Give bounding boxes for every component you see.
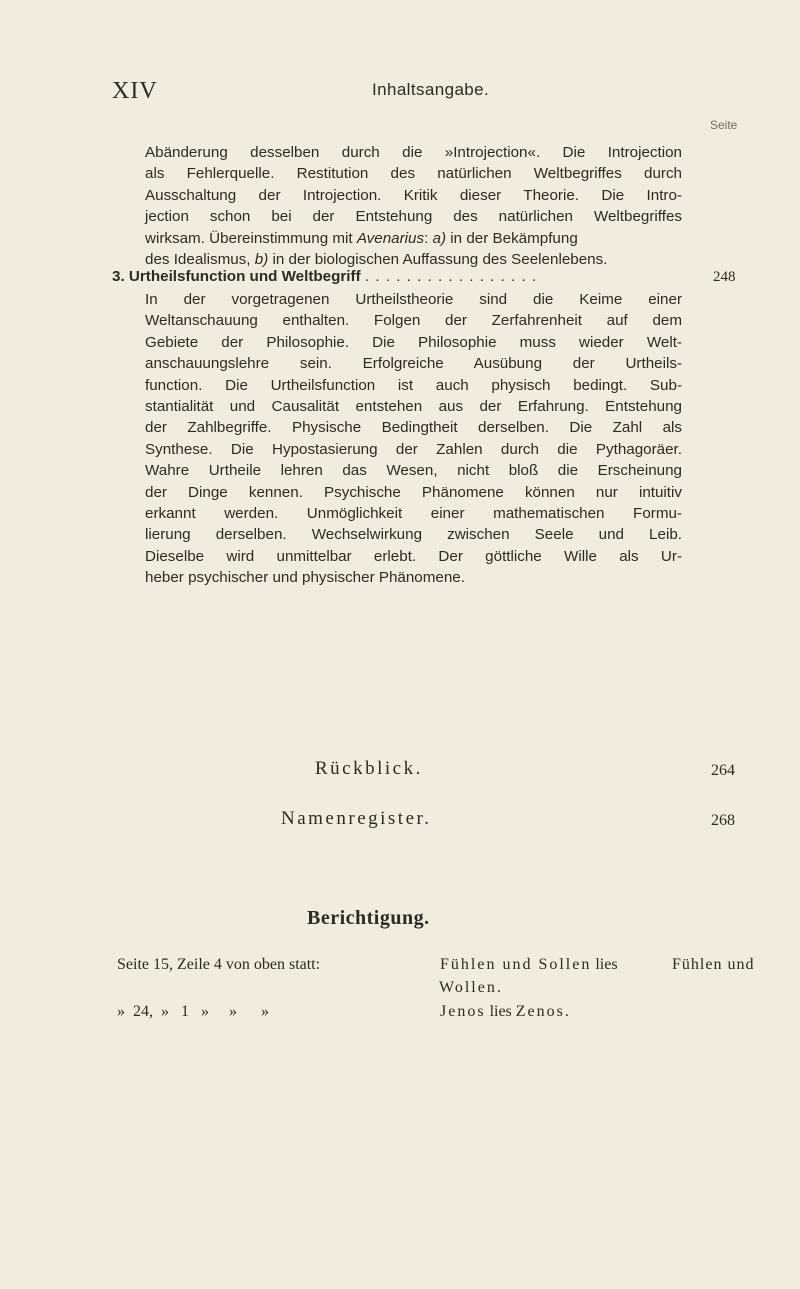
text-line: function. Die Urtheilsfunction ist auch physisch bedingt. Sub- — [145, 376, 682, 394]
text-line: Weltanschauung enthalten. Folgen der Zerfahrenheit auf dem — [145, 312, 682, 330]
text-line: stantialität und Causalität entstehen aus der Erfahrung. Entstehung — [145, 398, 682, 416]
section-number: 3. — [112, 268, 125, 285]
errata-lies: lies — [591, 956, 618, 973]
errata-entry-2-correction — [440, 1003, 571, 1021]
text-line: wirksam. Übereinstimmung mit Avenarius: a) in der Bekämpfung — [145, 229, 578, 247]
text-line: lierung derselben. Wechselwirkung zwischen Seele und Leib. — [145, 526, 682, 544]
errata-entry-2-reference: » 24, » 1 » » » — [117, 1003, 277, 1020]
author-name: Avenarius — [356, 229, 425, 247]
errata-right-text-continued: Wollen. — [439, 979, 503, 996]
namenregister-heading: Namenregister. — [281, 808, 432, 829]
paragraph-urtheilsfunction — [145, 289, 682, 589]
namenregister-page-number: 268 — [711, 812, 735, 829]
text-line: heber psychischer und physischer Phänomene. — [145, 569, 465, 587]
text-line: anschauungslehre sein. Erfolgreiche Ausübung der Urtheils- — [145, 355, 682, 373]
text-line: In der vorgetragenen Urtheilstheorie sind die Keime einer — [145, 291, 682, 308]
text-line: der Zahlbegriffe. Physische Bedingtheit derselben. Die Zahl als — [145, 419, 682, 437]
text-line: des Idealismus, b) in der biologischen Auffassung des Seelenlebens. — [145, 251, 608, 269]
section-heading — [112, 268, 682, 285]
rueckblick-heading: Rückblick. — [315, 758, 423, 779]
text-line: jection schon bei der Entstehung des natürlichen Weltbegriffes — [145, 208, 682, 226]
errata-wrong-text: Jenos — [440, 1003, 486, 1020]
text-line: Wahre Urtheile lehren das Wesen, nicht bloß die Erscheinung — [145, 462, 682, 480]
errata-heading: Berichtigung. — [307, 907, 430, 929]
errata-wrong-text: Fühlen und Sollen — [440, 956, 592, 973]
section-title: Urtheilsfunction und Weltbegriff — [128, 268, 361, 285]
page-title: Inhaltsangabe. — [372, 80, 490, 99]
errata-entry-1-reference: Seite 15, Zeile 4 von oben statt: — [117, 956, 321, 973]
text-line: Abänderung desselben durch die »Introjection«. Die Introjection — [145, 144, 682, 161]
text-line: Dieselbe wird unmittelbar erlebt. Der göttliche Wille als Ur- — [145, 547, 682, 565]
errata-right-text: Zenos. — [515, 1003, 571, 1020]
text-line: Gebiete der Philosophie. Die Philosophie muss wieder Welt- — [145, 333, 682, 351]
text-line: erkannt werden. Unmöglichkeit einer mathematischen Formu- — [145, 505, 682, 523]
paragraph-introjection — [145, 142, 682, 270]
text-line: Synthese. Die Hypostasierung der Zahlen durch die Pythagoräer. — [145, 440, 682, 458]
text-line: Ausschaltung der Introjection. Kritik dieser Theorie. Die Intro- — [145, 186, 682, 204]
text-line: der Dinge kennen. Psychische Phänomene können nur intuitiv — [145, 483, 682, 501]
page-number: XIV — [112, 78, 158, 104]
list-marker: b) — [254, 251, 269, 269]
page-column-label: Seite — [710, 118, 738, 132]
errata-right-text: Fühlen und — [672, 956, 755, 973]
dot-leader: . . . . . . . . . . . . . . . . . — [364, 268, 538, 285]
section-page-number: 248 — [713, 269, 736, 285]
text-line: als Fehlerquelle. Restitution des natürlichen Weltbegriffes durch — [145, 165, 682, 183]
rueckblick-page-number: 264 — [711, 762, 735, 779]
list-marker: a) — [432, 229, 447, 247]
errata-lies: lies — [485, 1003, 516, 1020]
errata-entry-1-correction — [440, 956, 618, 974]
